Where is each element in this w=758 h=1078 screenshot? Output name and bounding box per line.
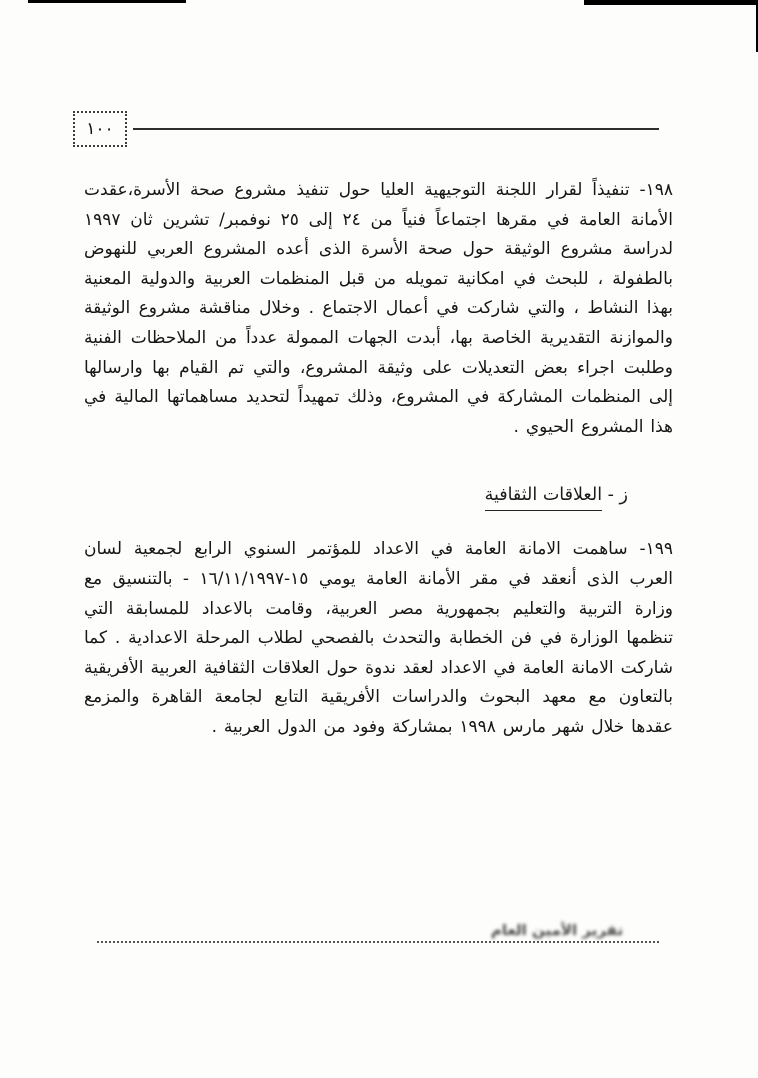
paragraph-199 [84,535,673,742]
scan-artifact-top-right [584,0,758,5]
section-heading-prefix: ز - [607,485,628,506]
footer-stamp-blurred: تقرير الأمين العام [490,921,624,939]
footer-dotted-rule [97,941,659,943]
page-number: ١٠٠ [86,119,114,139]
paragraph-198-number: ١٩٨- [639,180,674,200]
page-number-box [73,111,127,147]
header-rule [133,128,659,130]
section-heading [84,480,628,510]
section-heading-title: العلاقات الثقافية [485,485,603,511]
scan-artifact-top-left [28,0,186,3]
paragraph-198-text: تنفيذاً لقرار اللجنة التوجيهية العليا حول تنفيذ مشروع صحة الأسرة،عقدت الأمانة العامة في مقرها اجتماعاً فنياً من ٢٤ إلى ٢٥ نوفمبر/ تشرين ثان ١٩٩٧ لدراسة مشروع الوثيقة حول صحة الأسرة الذى أعده المشروع العربي للنهوض بالطفولة ، للبحث في امكانية تمويله من قبل المنظمات العربية والدولية المعنية بهذا النشاط ، والتي شاركت في أعمال الاجتماع . وخلال مناقشة مشروع الوثيقة والموازنة التقديرية الخاصة بها، أبدت الجهات الممولة عدداً من الملاحظات الفنية وطلبت اجراء بعض التعديلات على وثيقة المشروع، والتي تم القيام بها وارسالها إلى المنظمات المشاركة في المشروع، وذلك تمهيداً لتحديد مساهماتها المالية في هذا المشروع الحيوي . [84,180,674,437]
document-body [84,176,673,743]
paragraph-198 [84,176,673,442]
paragraph-199-number: ١٩٩- [639,539,673,560]
paragraph-199-text: ساهمت الامانة العامة في الاعداد للمؤتمر السنوي الرابع لجمعية لسان العرب الذى أنعقد في مقر الأمانة العامة يومي ١٥-١٦/١١/١٩٩٧ - بالتنسيق مع وزارة التربية والتعليم بجمهورية مصر العربية، وقامت بالاعداد للمسابقة التي تنظمها الوزارة في فن الخطابة والتحدث بالفصحي لطلاب المرحلة الاعدادية . كما شاركت الامانة العامة في الاعداد لعقد ندوة حول العلاقات الثقافية العربية الأفريقية بالتعاون مع معهد البحوث والدراسات الأفريقية التابع لجامعة القاهرة والمزمع عقدها خلال شهر مارس ١٩٩٨ بمشاركة وفود من الدول العربية . [84,539,673,737]
